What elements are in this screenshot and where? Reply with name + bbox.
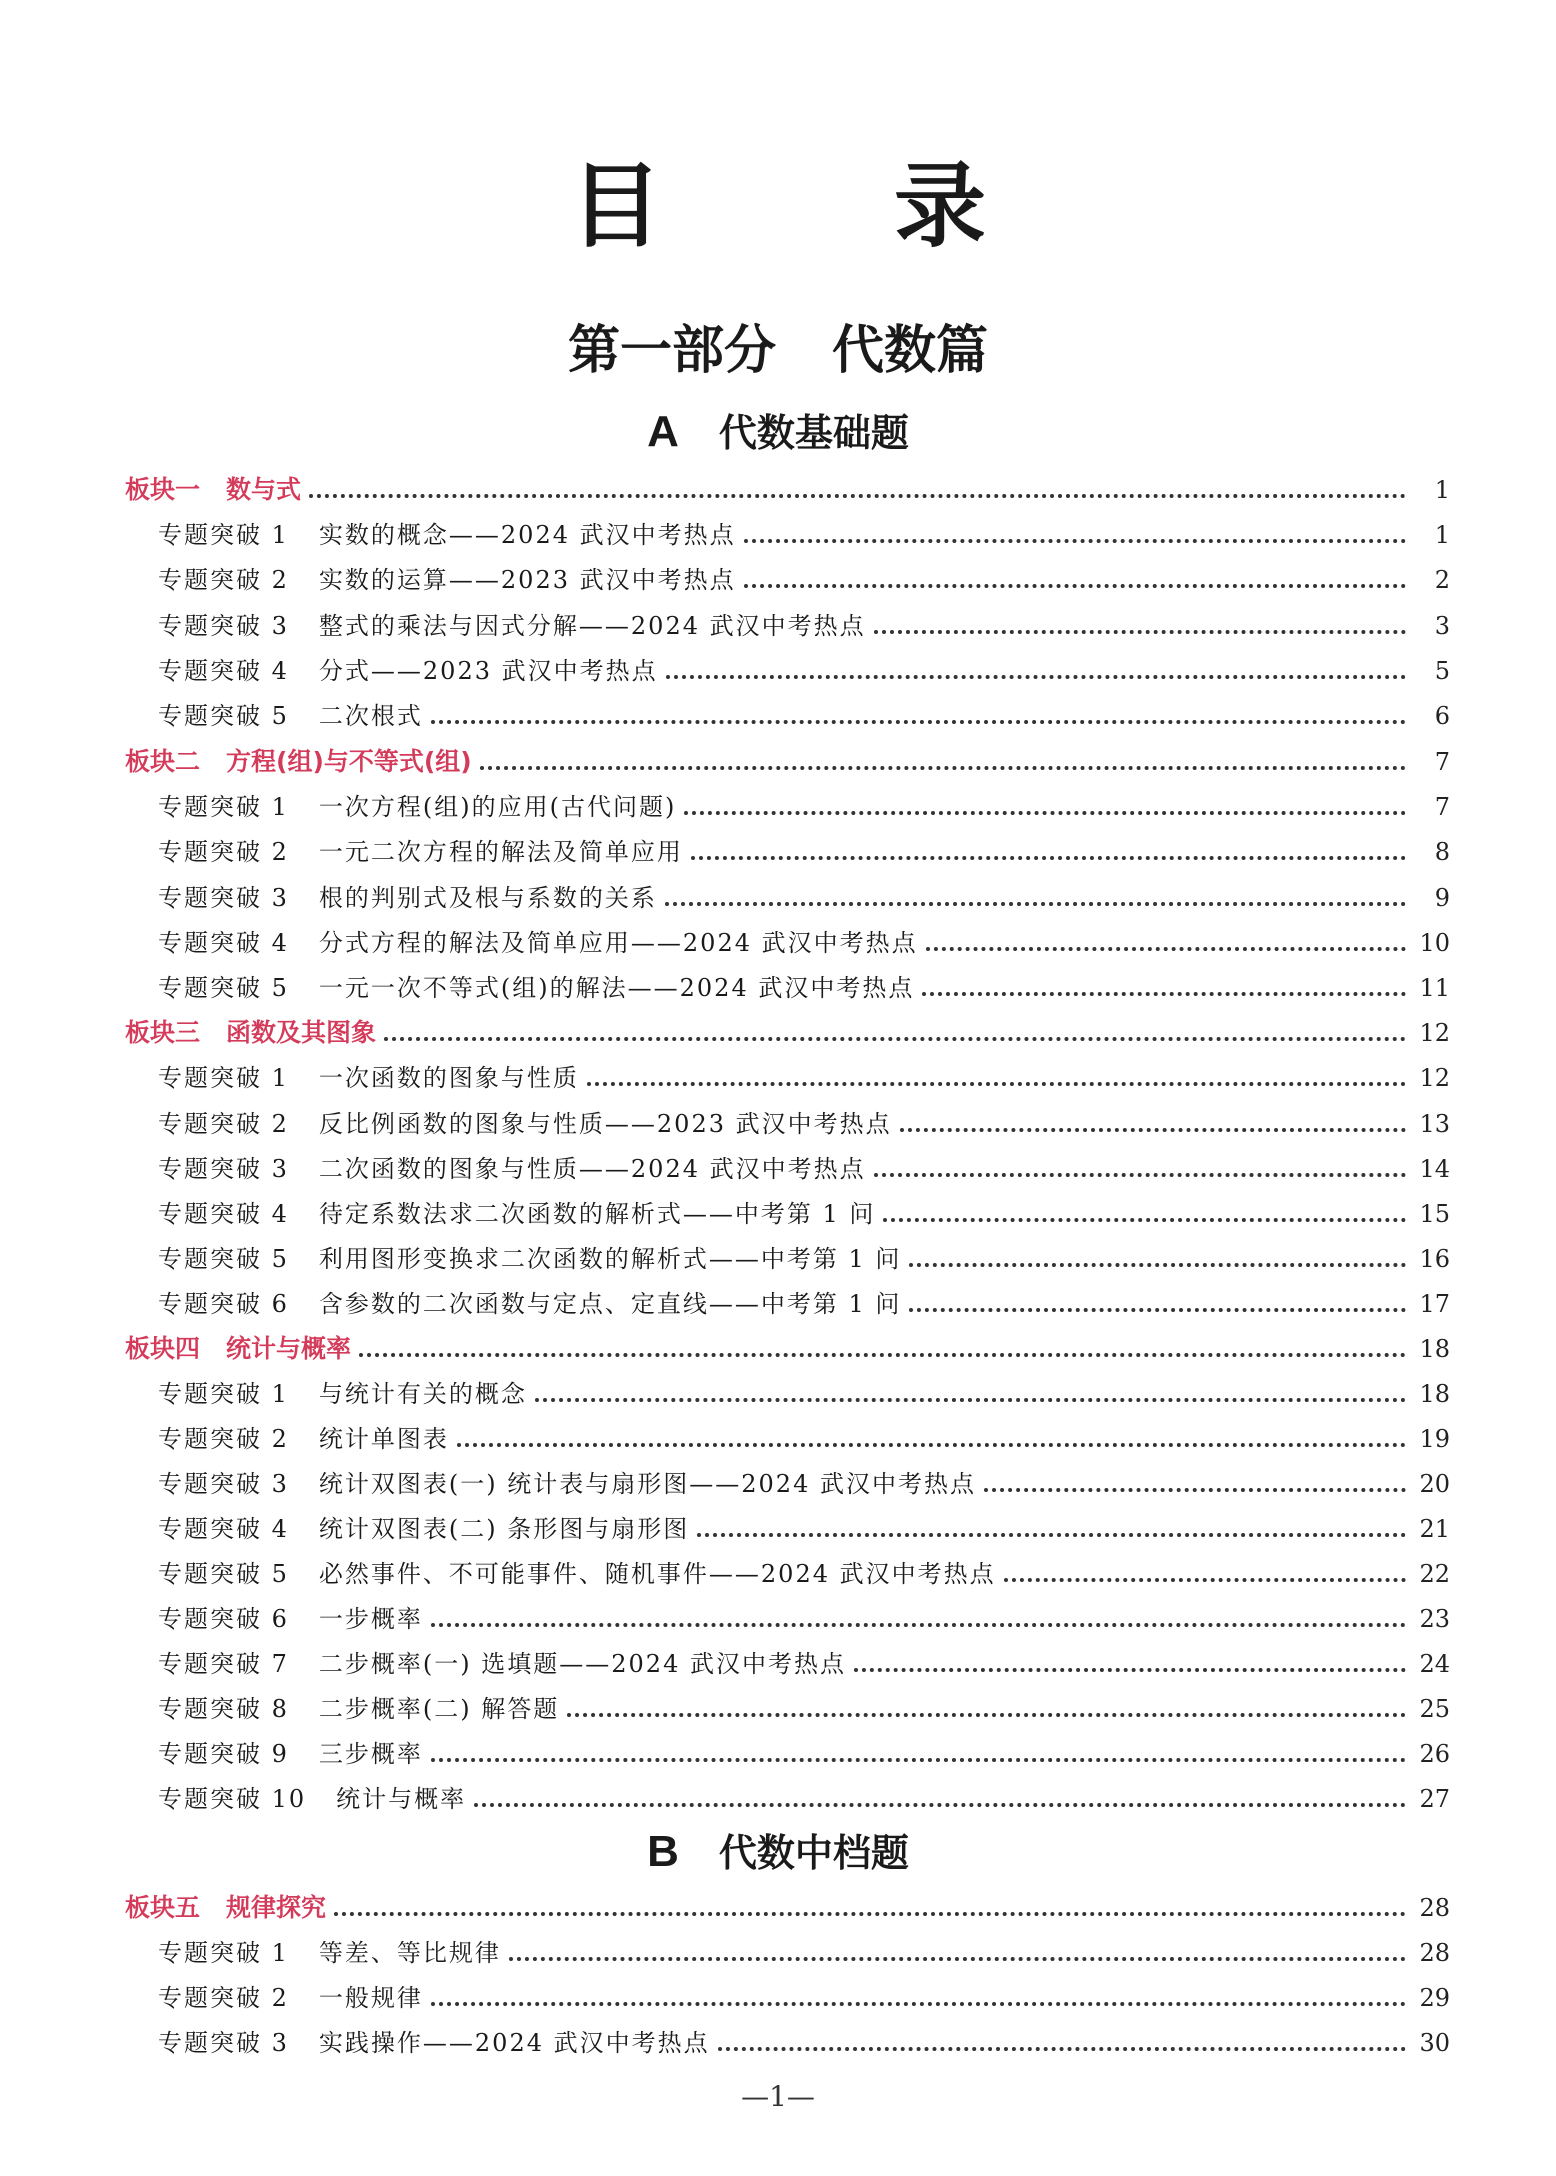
toc-topic[interactable]	[158, 1546, 1450, 1586]
section-letter: A	[647, 407, 679, 456]
leader-dots	[691, 856, 1406, 860]
leader-dots	[567, 1713, 1406, 1717]
page-number: 27	[1419, 1785, 1450, 1813]
topic-label: 专题突破 1	[158, 1380, 289, 1408]
page-number: 25	[1419, 1695, 1450, 1723]
toc-topic[interactable]	[158, 1050, 1450, 1090]
page-number: 22	[1419, 1560, 1450, 1588]
topic-name: 二次根式	[318, 702, 423, 730]
block-name: 数与式	[226, 475, 302, 504]
topic-label: 专题突破 2	[158, 1425, 289, 1453]
leader-dots	[984, 1488, 1406, 1492]
page-number: 26	[1419, 1740, 1450, 1768]
topic-name: 统计与概率	[336, 1785, 467, 1813]
topic-name: 必然事件、不可能事件、随机事件——2024 武汉中考热点	[318, 1560, 996, 1588]
leader-dots	[309, 494, 1406, 498]
topic-label: 专题突破 4	[158, 1200, 289, 1228]
toc-topic[interactable]	[158, 507, 1450, 547]
block-label: 板块三	[125, 1018, 201, 1047]
page-number: 5	[1434, 657, 1450, 685]
topic-name: 分式方程的解法及简单应用——2024 武汉中考热点	[318, 929, 918, 957]
topic-label: 专题突破 6	[158, 1290, 289, 1318]
leader-dots	[874, 1173, 1406, 1177]
leader-dots	[431, 1758, 1406, 1762]
toc-topic[interactable]	[158, 1681, 1450, 1721]
topic-label: 专题突破 4	[158, 1515, 289, 1543]
topic-name: 一般规律	[318, 1984, 423, 2012]
leader-dots	[744, 539, 1406, 543]
topic-name: 统计双图表(二) 条形图与扇形图	[318, 1515, 690, 1543]
topic-label: 专题突破 1	[158, 1064, 289, 1092]
topic-name: 实数的运算——2023 武汉中考热点	[318, 566, 736, 594]
leader-dots	[535, 1398, 1406, 1402]
page-number: 11	[1419, 974, 1450, 1002]
topic-name: 统计单图表	[318, 1425, 449, 1453]
leader-dots	[684, 811, 1406, 815]
leader-dots	[718, 2047, 1406, 2051]
part-name: 第一部分	[567, 320, 776, 381]
section-heading-a	[0, 407, 1556, 456]
page-number: 12	[1419, 1064, 1450, 1092]
page-number: 28	[1419, 1894, 1450, 1922]
topic-label: 专题突破 1	[158, 793, 289, 821]
toc-topic[interactable]	[158, 1591, 1450, 1631]
page-number: 13	[1419, 1110, 1450, 1138]
toc-block-1[interactable]	[125, 462, 1450, 502]
topic-label: 专题突破 6	[158, 1605, 289, 1633]
topic-label: 专题突破 3	[158, 612, 289, 640]
topic-label: 专题突破 10	[158, 1785, 307, 1813]
topic-label: 专题突破 3	[158, 1470, 289, 1498]
leader-dots	[334, 1912, 1406, 1916]
leader-dots	[474, 1803, 1406, 1807]
block-label: 板块五	[125, 1893, 201, 1922]
topic-name: 等差、等比规律	[318, 1939, 501, 1967]
topic-name: 二步概率(一) 选填题——2024 武汉中考热点	[318, 1650, 846, 1678]
topic-label: 专题突破 7	[158, 1650, 289, 1678]
topic-label: 专题突破 2	[158, 566, 289, 594]
toc-topic[interactable]	[158, 779, 1450, 819]
toc-block-4[interactable]	[125, 1321, 1450, 1361]
topic-label: 专题突破 5	[158, 702, 289, 730]
page-number: 30	[1419, 2029, 1450, 2057]
topic-label: 专题突破 2	[158, 1984, 289, 2012]
toc-topic[interactable]	[158, 1726, 1450, 1766]
toc-topic[interactable]	[158, 2015, 1450, 2055]
topic-label: 专题突破 4	[158, 929, 289, 957]
page-number: 17	[1419, 1290, 1450, 1318]
leader-dots	[587, 1082, 1406, 1086]
leader-dots	[384, 1037, 1406, 1041]
page-number: 10	[1419, 929, 1450, 957]
page-number: 14	[1419, 1155, 1450, 1183]
leader-dots	[457, 1443, 1406, 1447]
page-number: 20	[1419, 1470, 1450, 1498]
toc-topic[interactable]	[158, 598, 1450, 638]
leader-dots	[883, 1218, 1406, 1222]
toc-topic[interactable]	[158, 1456, 1450, 1496]
topic-name: 待定系数法求二次函数的解析式——中考第 1 问	[318, 1200, 876, 1228]
page-number: 12	[1419, 1019, 1450, 1047]
topic-name: 实践操作——2024 武汉中考热点	[318, 2029, 710, 2057]
page-number: 3	[1434, 612, 1450, 640]
toc-topic[interactable]	[158, 1141, 1450, 1181]
topic-name: 含参数的二次函数与定点、定直线——中考第 1 问	[318, 1290, 902, 1318]
topic-name: 与统计有关的概念	[318, 1380, 527, 1408]
toc-topic[interactable]	[158, 1970, 1450, 2010]
topic-name: 二次函数的图象与性质——2024 武汉中考热点	[318, 1155, 866, 1183]
topic-name: 整式的乘法与因式分解——2024 武汉中考热点	[318, 612, 866, 640]
section-name: 代数中档题	[718, 1831, 909, 1875]
topic-label: 专题突破 5	[158, 1560, 289, 1588]
page-number: 18	[1419, 1335, 1450, 1363]
toc-topic[interactable]	[158, 552, 1450, 592]
toc-topic[interactable]	[158, 1636, 1450, 1676]
page-number: 1	[1434, 521, 1450, 549]
toc-topic[interactable]	[158, 1096, 1450, 1136]
leader-dots	[431, 720, 1406, 724]
page-footer-number: —1—	[741, 2080, 815, 2113]
topic-name: 一步概率	[318, 1605, 423, 1633]
topic-name: 一次方程(组)的应用(古代问题)	[318, 793, 677, 821]
topic-name: 反比例函数的图象与性质——2023 武汉中考热点	[318, 1110, 892, 1138]
page-number: 2	[1434, 566, 1450, 594]
topic-label: 专题突破 8	[158, 1695, 289, 1723]
leader-dots	[431, 1623, 1406, 1627]
topic-label: 专题突破 5	[158, 1245, 289, 1273]
toc-topic[interactable]	[158, 1771, 1450, 1811]
topic-name: 利用图形变换求二次函数的解析式——中考第 1 问	[318, 1245, 902, 1273]
toc-topic[interactable]	[158, 915, 1450, 955]
section-heading-b	[0, 1827, 1556, 1876]
toc-topic[interactable]	[158, 688, 1450, 728]
leader-dots	[509, 1957, 1406, 1961]
topic-name: 实数的概念——2024 武汉中考热点	[318, 521, 736, 549]
topic-label: 专题突破 3	[158, 1155, 289, 1183]
toc-topic[interactable]	[158, 1366, 1450, 1406]
page-number: 16	[1419, 1245, 1450, 1273]
leader-dots	[431, 2002, 1406, 2006]
leader-dots	[480, 766, 1406, 770]
topic-name: 分式——2023 武汉中考热点	[318, 657, 658, 685]
topic-label: 专题突破 1	[158, 521, 289, 549]
block-label: 板块二	[125, 747, 201, 776]
block-name: 函数及其图象	[226, 1018, 377, 1047]
part-subject: 代数篇	[832, 320, 989, 381]
toc-block-3[interactable]	[125, 1005, 1450, 1045]
leader-dots	[874, 630, 1406, 634]
toc-topic[interactable]	[158, 870, 1450, 910]
toc-topic[interactable]	[158, 1231, 1450, 1271]
toc-topic[interactable]	[158, 1186, 1450, 1226]
toc-block-2[interactable]	[125, 734, 1450, 774]
leader-dots	[1004, 1578, 1406, 1582]
topic-name: 统计双图表(一) 统计表与扇形图——2024 武汉中考热点	[318, 1470, 976, 1498]
leader-dots	[359, 1353, 1406, 1357]
leader-dots	[922, 992, 1406, 996]
toc-topic[interactable]	[158, 1501, 1450, 1541]
block-name: 方程(组)与不等式(组)	[226, 747, 472, 776]
block-label: 板块四	[125, 1334, 201, 1363]
toc-topic[interactable]	[158, 960, 1450, 1000]
page-number: 9	[1434, 884, 1450, 912]
page-number: 19	[1419, 1425, 1450, 1453]
leader-dots	[665, 902, 1406, 906]
leader-dots	[900, 1128, 1406, 1132]
toc-topic[interactable]	[158, 1925, 1450, 1965]
leader-dots	[666, 675, 1406, 679]
toc-topic[interactable]	[158, 824, 1450, 864]
topic-label: 专题突破 3	[158, 2029, 289, 2057]
block-name: 统计与概率	[226, 1334, 352, 1363]
page-number: 24	[1419, 1650, 1450, 1678]
leader-dots	[697, 1533, 1406, 1537]
page-title: 目 录	[569, 152, 1087, 260]
topic-label: 专题突破 5	[158, 974, 289, 1002]
leader-dots	[909, 1263, 1406, 1267]
leader-dots	[744, 584, 1406, 588]
toc-topic[interactable]	[158, 1276, 1450, 1316]
leader-dots	[909, 1308, 1406, 1312]
section-name: 代数基础题	[718, 411, 909, 455]
leader-dots	[854, 1668, 1406, 1672]
section-letter: B	[647, 1827, 679, 1876]
topic-name: 一元二次方程的解法及简单应用	[318, 838, 683, 866]
leader-dots	[926, 947, 1406, 951]
toc-topic[interactable]	[158, 643, 1450, 683]
topic-name: 一元一次不等式(组)的解法——2024 武汉中考热点	[318, 974, 915, 1002]
page-number: 7	[1434, 793, 1450, 821]
page-number: 28	[1419, 1939, 1450, 1967]
page-number: 15	[1419, 1200, 1450, 1228]
topic-name: 二步概率(二) 解答题	[318, 1695, 560, 1723]
page-number: 18	[1419, 1380, 1450, 1408]
toc-topic[interactable]	[158, 1411, 1450, 1451]
part-heading	[0, 320, 1556, 381]
page-number: 29	[1419, 1984, 1450, 2012]
page-number: 6	[1434, 702, 1450, 730]
topic-label: 专题突破 9	[158, 1740, 289, 1768]
block-name: 规律探究	[226, 1893, 327, 1922]
topic-name: 根的判别式及根与系数的关系	[318, 884, 657, 912]
page-number: 8	[1434, 838, 1450, 866]
topic-label: 专题突破 2	[158, 838, 289, 866]
page-number: 23	[1419, 1605, 1450, 1633]
topic-label: 专题突破 3	[158, 884, 289, 912]
toc-block-5[interactable]	[125, 1880, 1450, 1920]
block-label: 板块一	[125, 475, 201, 504]
topic-name: 一次函数的图象与性质	[318, 1064, 579, 1092]
topic-label: 专题突破 2	[158, 1110, 289, 1138]
page-number: 21	[1419, 1515, 1450, 1543]
topic-label: 专题突破 4	[158, 657, 289, 685]
topic-label: 专题突破 1	[158, 1939, 289, 1967]
topic-name: 三步概率	[318, 1740, 423, 1768]
page-number: 1	[1434, 476, 1450, 504]
page-number: 7	[1434, 748, 1450, 776]
